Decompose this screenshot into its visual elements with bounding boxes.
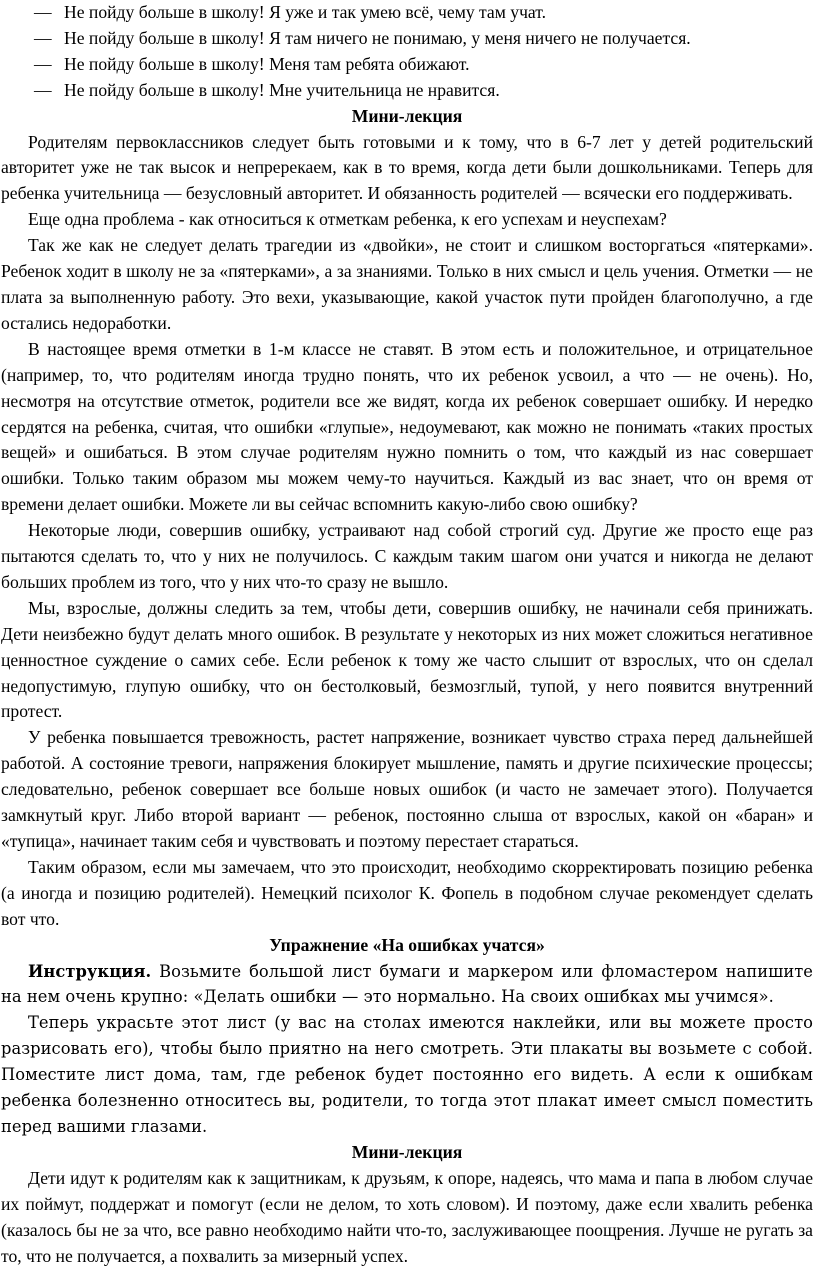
dash-symbol: — bbox=[34, 27, 52, 48]
dash-line-text: Не пойду больше в школу! Я уже и так умею всё, чему там учат. bbox=[64, 2, 547, 22]
dash-line-text: Не пойду больше в школу! Меня там ребята обижают. bbox=[64, 53, 470, 74]
document-content bbox=[1, 0, 813, 1269]
exercise-heading: Упражнение «На ошибках учатся» bbox=[269, 934, 545, 955]
paragraph: У ребенка повышается тревожность, растет напряжение, возникает чувство страха перед дальнейшей работой. А состояние тревоги, напряжения блокирует мышление, память и другие психические процессы; следовательно, ребенок совершает все больше новых ошибок (и часто не замечает этого). Получается замкнутый круг. Либо второй вариант — ребенок, постоянно слыша от взрослых, какой он «баран» и «тупица», начинает таким себя и чувствовать и поэтому перестает стараться. bbox=[1, 727, 813, 851]
dash-symbol: — bbox=[34, 53, 52, 74]
dash-line bbox=[1, 0, 813, 26]
paragraph: Теперь украсьте этот лист (у вас на столах имеются наклейки, или вы можете просто разрисовать его), чтобы было приятно на него смотреть. Эти плакаты вы возьмете с собой. Поместите лист дома, там, где ребенок будет постоянно его видеть. А если к ошибкам ребенка болезненно относитесь вы, родители, то тогда этот плакат имеет смысл поместить перед вашими глазами. bbox=[1, 1013, 813, 1136]
dash-line-text: Не пойду больше в школу! Я там ничего не понимаю, у меня ничего не получается. bbox=[64, 27, 691, 48]
paragraph: В настоящее время отметки в 1-м классе не ставят. В этом есть и положительное, и отрицательное (например, то, что родителям иногда трудно понять, что их ребенок усвоил, а что — не очень). Но, несмотря на отсутствие отметок, родители все же видят, когда их ребенок совершает ошибку. И нередко сердятся на ребенка, считая, что ошибки «глупые», недоумевают, как можно не понимать «таких простых вещей» и ошибаться. В этом случае родителям нужно помнить о том, что каждый из нас совершает ошибки. Только таким образом мы можем чему-то научиться. Каждый из вас знает, что он время от времени делает ошибки. Можете ли вы сейчас вспомнить какую-либо свою ошибку? bbox=[1, 338, 813, 515]
paragraph: Мы, взрослые, должны следить за тем, чтобы дети, совершив ошибку, не начинали себя принижать. Дети неизбежно будут делать много ошибок. В результате у некоторых из них может сложиться негативное ценностное суждение о самих себе. Если ребенок к тому же часто слышит от взрослых, что он сделал недопустимую, глупую ошибку, что он бестолковый, безмозглый, тупой, у него появится внутренний протест. bbox=[1, 597, 813, 722]
paragraph: Родителям первоклассников следует быть готовыми и к тому, что в 6-7 лет у детей родительский авторитет уже не так высок и непререкаем, как в то время, когда дети были дошкольниками. Теперь для ребенка учительница — безусловный авторитет. И обязанность родителей — всячески его поддерживать. bbox=[1, 131, 813, 204]
paragraph: Так же как не следует делать трагедии из «двойки», не стоит и слишком восторгаться «пятерками». Ребенок ходит в школу не за «пятерками», а за знаниями. Только в них смысл и цель учения. Отметки — не плата за выполненную работу. Это вехи, указывающие, какой участок пути пройден благополучно, а где остались недоработки. bbox=[1, 235, 813, 333]
paragraph: Еще одна проблема - как относиться к отметкам ребенка, к его успехам и неуспехам? bbox=[28, 209, 667, 230]
instruction-text: Возьмите большой лист бумаги и маркером или фломастером напишите на нем очень крупно: «Делать ошибки — это нормально. На своих ошибках мы учимся». bbox=[1, 961, 813, 1007]
paragraph: Таким образом, если мы замечаем, что это происходит, необходимо скорректировать позицию ребенка (а иногда и позицию родителей). Немецкий психолог К. Фопель в подобном случае рекомендует сделать вот что. bbox=[1, 856, 813, 929]
paragraph: Дети идут к родителям как к защитникам, к друзьям, к опоре, надеясь, что мама и папа в любом случае их поймут, поддержат и помогут (если не делом, то хоть словом). И поэтому, даже если хвалить ребенка (казалось бы не за что, все равно необходимо найти что-то, заслуживающее поощрения. Лучше не ругать за то, что не получается, а похвалить за мизерный успех. bbox=[1, 1167, 813, 1266]
paragraph: Некоторые люди, совершив ошибку, устраивают над собой строгий суд. Другие же просто еще раз пытаются сделать то, что у них не получилось. С каждым таким шагом они учатся и никогда не делают больших проблем из того, что у них что-то сразу не вышло. bbox=[1, 520, 813, 592]
dash-line bbox=[1, 78, 813, 104]
section-heading: Мини-лекция bbox=[351, 105, 463, 126]
dash-symbol: — bbox=[34, 79, 52, 100]
instruction-label: Инструкция. bbox=[28, 961, 152, 981]
section-heading: Мини-лекция bbox=[351, 1141, 463, 1162]
dash-line bbox=[1, 52, 813, 78]
dash-symbol: — bbox=[34, 2, 52, 22]
dash-line-text: Не пойду больше в школу! Мне учительница не нравится. bbox=[64, 79, 500, 100]
instruction-paragraph bbox=[1, 959, 813, 1011]
dash-line bbox=[1, 26, 813, 52]
